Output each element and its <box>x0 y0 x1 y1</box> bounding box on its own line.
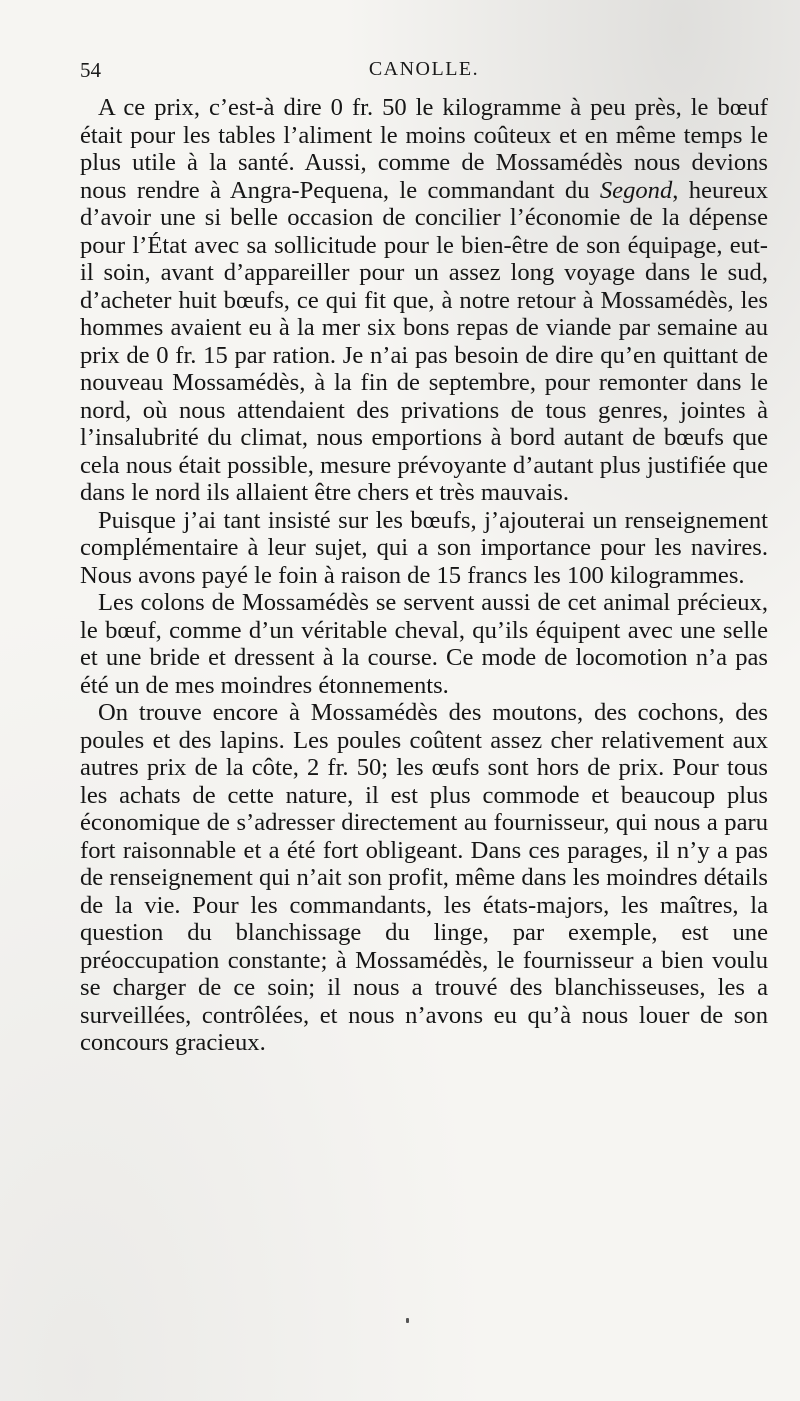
paragraph-2: Puisque j’ai tant insisté sur les bœufs, j’ajouterai un renseignement complémentaire à leur sujet, qui a son importance pour les navires. Nous avons payé le foin à raison de 15 francs les 100 kilogrammes. <box>80 506 768 589</box>
body-text <box>80 94 768 1057</box>
print-speck <box>406 1318 409 1323</box>
ship-name-italic: Segond <box>599 176 673 204</box>
paragraph-4: On trouve encore à Mossamédès des moutons, des cochons, des poules et des lapins. Les poules coûtent assez cher relativement aux autres prix de la côte, 2 fr. 50; les œufs sont hors de prix. Pour tous les achats de cette nature, il est plus commode et beaucoup plus économique de s’adresser directement au fournisseur, qui nous a paru fort raisonnable et a été fort obligeant. Dans ces parages, il n’y a pas de renseignement qui n’ait son profit, même dans les moindres détails de la vie. Pour les commandants, les états-majors, les maîtres, la question du blanchissage du linge, par exemple, est une préoccupation constante; à Mossamédès, le fournisseur a bien voulu se charger de ce soin; il nous a trouvé des blanchisseuses, les a surveillées, contrôlées, et nous n’avons eu qu’à nous louer de son concours gracieux. <box>80 699 768 1056</box>
paragraph-1 <box>80 94 768 507</box>
running-title: CANOLLE. <box>368 58 480 80</box>
page-number: 54 <box>80 58 101 82</box>
paragraph-1-text-start: A ce prix, c’est-à dire 0 fr. 50 le kilogramme à peu près, le bœuf était pour les tables l’aliment le moins coûteux et en même temps le plus utile à la santé. Aussi, comme de Mossamédès nous devions nous rendre à Angra-Pequena, le commandant du <box>80 94 768 204</box>
paragraph-3: Les colons de Mossamédès se servent aussi de cet animal précieux, le bœuf, comme d’un véritable cheval, qu’ils équipent avec une selle et une bride et dressent à la course. Ce mode de locomotion n’a pas été un de mes moindres étonnements. <box>80 589 768 699</box>
running-header <box>80 58 768 88</box>
paragraph-1-text-end: , heureux d’avoir une si belle occasion de concilier l’économie de la dépense pour l’État avec sa sollicitude pour le bien-être de son équipage, eut-il soin, avant d’appareiller pour un assez long voyage dans le sud, d’acheter huit bœufs, ce qui fit que, à notre retour à Mossamédès, les hommes avaient eu à la mer six bons repas de viande par semaine au prix de 0 fr. 15 par ration. Je n’ai pas besoin de dire qu’en quittant de nouveau Mossamédès, à la fin de septembre, pour remonter dans le nord, où nous attendaient des privations de tous genres, jointes à l’insalubrité du climat, nous emportions à bord autant de bœufs que cela nous était possible, mesure prévoyante d’autant plus justifiée que dans le nord ils allaient être chers et très mauvais. <box>80 176 768 506</box>
